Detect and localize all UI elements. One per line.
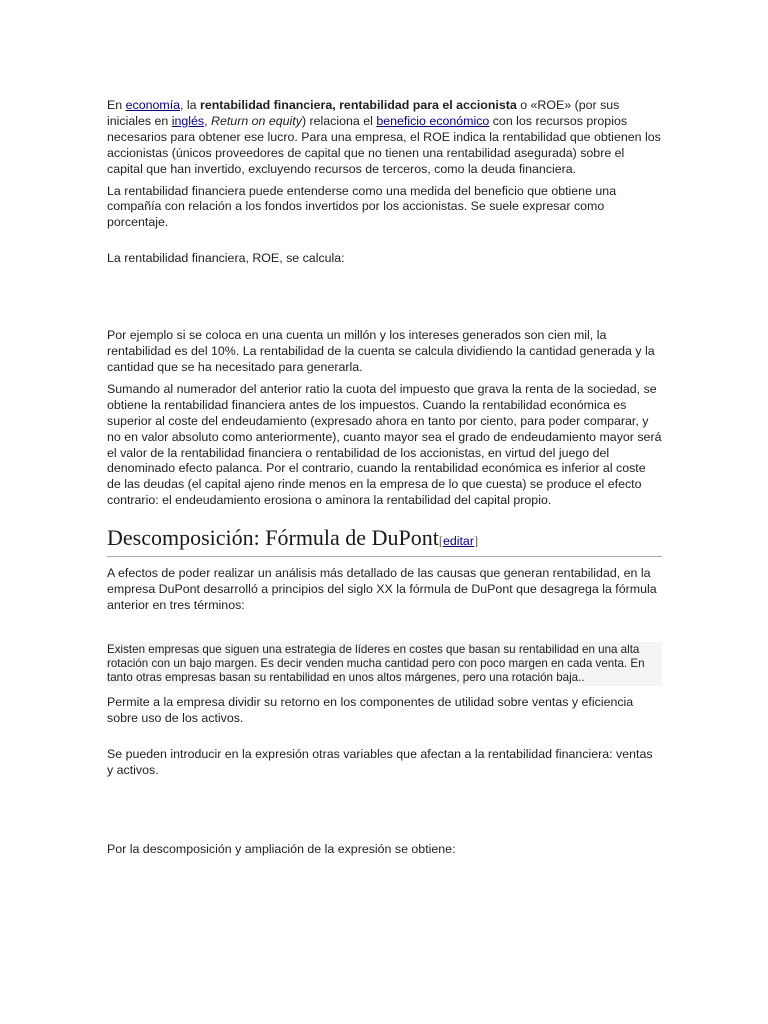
link-beneficio-economico[interactable]: beneficio económico xyxy=(376,113,490,128)
return-components-paragraph: Permite a la empresa dividir su retorno en los componentes de utilidad sobre ventas y eficiencia sobre uso de los activos. xyxy=(107,695,634,726)
variables-paragraph: Se pueden introducir en la expresión otras variables que afectan a la rentabilidad financiera: ventas y activos. xyxy=(107,747,653,778)
section-heading xyxy=(107,525,662,557)
decomposition-paragraph: Por la descomposición y ampliación de la expresión se obtiene: xyxy=(107,842,456,857)
intro-paragraph xyxy=(107,98,662,178)
article-body xyxy=(107,98,662,858)
intro-bold-term: rentabilidad financiera, rentabilidad para el accionista xyxy=(200,98,517,112)
link-ingles[interactable]: inglés xyxy=(171,113,205,128)
link-economia[interactable]: economía xyxy=(125,98,181,112)
leverage-paragraph: Sumando al numerador del anterior ratio la cuota del impuesto que grava la renta de la sociedad, se obtiene la rentabilidad financiera antes de los impuestos. Cuando la rentabilidad económica es superior al coste del endeudamiento (expresado ahora en tanto por ciento, para poder comparar, y no en valor absoluto como anteriormente), cuanto mayor sea el grado de endeudamiento mayor será el valor de la rentabilidad financiera o rentabilidad de los accionistas, en virtud del juego del denominado efecto palanca. Por el contrario, cuando la rentabilidad económica es inferior al coste de las deudas (el capital ajeno rinde menos en la empresa de lo que cuesta) se produce el efecto contrario: el endeudamiento erosiona o aminora la rentabilidad del capital propio. xyxy=(107,381,662,508)
example-paragraph: Por ejemplo si se coloca en una cuenta un millón y los intereses generados son cien mil, la rentabilidad es del 10%. La rentabilidad de la cuenta se calcula dividiendo la cantidad generada y la cantidad que se ha necesitado para generarla. xyxy=(107,328,655,374)
edit-bracket-close: ] xyxy=(473,534,479,549)
definition-paragraph: La rentabilidad financiera puede entenderse como una medida del beneficio que obtiene una compañía con relación a los fondos invertidos por los accionistas. Se suele expresar como porcentaje. xyxy=(107,183,617,230)
intro-text-5: ) relaciona el xyxy=(301,113,377,128)
intro-text-6: con los recursos propios necesarios para obtener ese lucro. Para una empresa, el ROE indica la rentabilidad que obtienen los accionistas (únicos proveedores de capital que no tienen una rentabilidad asegurada) sobre el capital que han invertido, excluyendo recursos de terceros, como la deuda financiera. xyxy=(107,113,661,176)
section-heading-title: Descomposición: Fórmula de DuPont xyxy=(107,525,439,551)
strategy-quote-box: Existen empresas que siguen una estrategia de líderes en costes que basan su rentabilidad en una alta rotación con un bajo margen. Es decir venden mucha cantidad pero con poco margen en cada venta. En tanto otras empresas basan su rentabilidad en unos altos márgenes, pero una rotación baja.. xyxy=(107,642,662,687)
edit-bracket-open: [ xyxy=(438,534,443,549)
intro-text-4: , xyxy=(204,113,212,128)
intro-italic-term: Return on equity xyxy=(211,113,302,128)
intro-text-3: o «ROE» (por sus iniciales en xyxy=(107,98,620,128)
dupont-intro-paragraph: A efectos de poder realizar un análisis más detallado de las causas que generan rentabilidad, en la empresa DuPont desarrolló a principios del siglo XX la fórmula de DuPont que desagrega la fórmula anterior en tres términos: xyxy=(107,566,657,612)
edit-section-link[interactable]: editar xyxy=(442,534,474,549)
intro-text-1: En xyxy=(107,98,126,112)
formula-intro-paragraph: La rentabilidad financiera, ROE, se calcula: xyxy=(107,251,345,266)
intro-text-2: , la xyxy=(180,98,201,112)
